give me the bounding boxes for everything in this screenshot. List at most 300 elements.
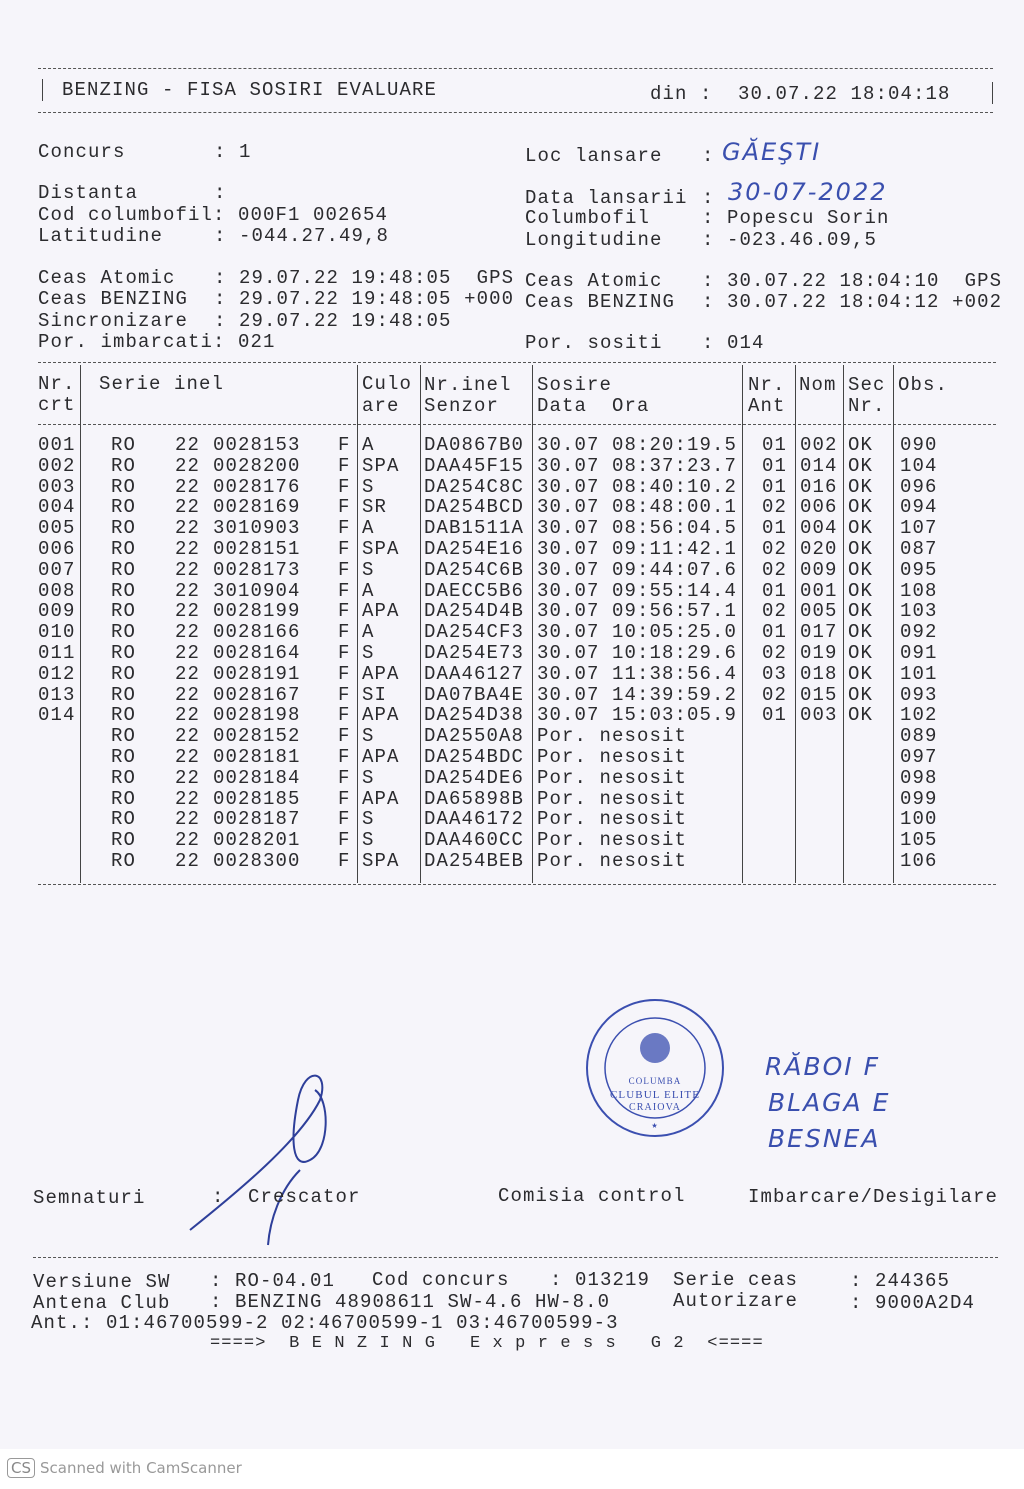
long-label: Longitudine xyxy=(525,229,663,251)
cell-sex: F xyxy=(338,558,351,581)
cell-nom: 005 xyxy=(800,600,838,623)
cell-sex: F xyxy=(338,746,351,768)
cell-obs: 108 xyxy=(900,579,938,602)
table-row xyxy=(0,581,1024,602)
cell-nom: 020 xyxy=(800,538,838,560)
cell-sensor: DA254BEB xyxy=(424,850,525,872)
cell-ring-number: 0028199 xyxy=(213,600,301,623)
cell-ring-number: 0028300 xyxy=(213,850,301,872)
cell-color: APA xyxy=(362,787,400,810)
date-value: 30.07.22 18:04:18 xyxy=(738,83,951,105)
cell-color: A xyxy=(362,621,375,644)
cell-year: 22 xyxy=(175,725,201,748)
cell-obs: 097 xyxy=(900,746,938,768)
serie-ceas-value: : 244365 xyxy=(850,1270,951,1292)
cell-color: S xyxy=(362,475,375,498)
cell-sec: OK xyxy=(848,662,874,685)
cell-antenna: 01 xyxy=(762,621,788,644)
cell-obs: 107 xyxy=(900,517,938,540)
cell-year: 22 xyxy=(175,808,201,831)
ceas-atomic-value-2: : 30.07.22 18:04:10 GPS xyxy=(702,270,1003,292)
cell-sec: OK xyxy=(848,621,874,644)
table-row xyxy=(0,477,1024,498)
cell-ring-number: 0028184 xyxy=(213,766,301,789)
lat-label: Latitudine xyxy=(38,225,164,247)
cell-nom: 001 xyxy=(800,579,838,602)
cell-color: APA xyxy=(362,746,400,768)
cell-obs: 093 xyxy=(900,683,938,706)
cell-color: S xyxy=(362,766,375,789)
serie-ceas-label: Serie ceas xyxy=(673,1269,799,1291)
cell-ring-number: 0028167 xyxy=(213,683,301,706)
col-nr: Nr. xyxy=(38,373,76,395)
cell-row-number: 008 xyxy=(38,579,76,602)
crescator-label: Crescator xyxy=(248,1186,361,1208)
col-obs: Obs. xyxy=(898,374,949,396)
cell-year: 22 xyxy=(175,454,201,477)
cell-sex: F xyxy=(338,766,351,789)
cell-nom: 017 xyxy=(800,621,838,644)
cell-ring-number: 0028164 xyxy=(213,642,301,664)
cell-year: 22 xyxy=(175,766,201,789)
cell-sensor: DAA46127 xyxy=(424,662,525,685)
ceas-atomic-label-2: Ceas Atomic xyxy=(525,270,663,292)
cell-arrival: 30.07 08:37:23.7 xyxy=(537,454,738,477)
cell-obs: 087 xyxy=(900,538,938,560)
col-nom: Nom xyxy=(799,374,837,396)
cell-sex: F xyxy=(338,434,351,456)
cell-sensor: DAECC5B6 xyxy=(424,579,525,602)
gps-2: GPS xyxy=(964,270,1003,292)
cell-ring-number: 0028173 xyxy=(213,558,301,581)
cell-sec: OK xyxy=(848,642,874,664)
cell-sensor: DA0867B0 xyxy=(424,434,525,456)
date-label: din : xyxy=(650,83,713,105)
cell-obs: 106 xyxy=(900,850,938,872)
gps-1: GPS xyxy=(476,267,515,289)
offset-1: +000 xyxy=(464,288,515,310)
stamp-text: CRAIOVA xyxy=(629,1102,681,1113)
table-row xyxy=(0,435,1024,456)
antenna-list: Ant.: 01:46700599-2 02:46700599-1 03:46700599-3 xyxy=(31,1312,619,1334)
cell-arrival: 30.07 10:18:29.6 xyxy=(537,642,738,664)
signature-name: BLAGA E xyxy=(768,1088,891,1117)
cell-year: 22 xyxy=(175,642,201,664)
cell-country: RO xyxy=(111,579,137,602)
cell-year: 22 xyxy=(175,600,201,623)
table-row xyxy=(0,643,1024,664)
cell-sex: F xyxy=(338,683,351,706)
columbofil-value: : Popescu Sorin xyxy=(702,207,890,229)
cell-color: A xyxy=(362,434,375,456)
cell-obs: 099 xyxy=(900,787,938,810)
cell-nom: 016 xyxy=(800,475,838,498)
comisia-label: Comisia control xyxy=(498,1185,686,1207)
cell-antenna: 02 xyxy=(762,600,788,623)
cell-color: SR xyxy=(362,496,388,519)
camscanner-bar xyxy=(0,1449,1024,1489)
cell-color: SPA xyxy=(362,538,400,560)
cell-sec: OK xyxy=(848,454,874,477)
cell-row-number: 006 xyxy=(38,538,76,560)
cell-nom: 014 xyxy=(800,454,838,477)
cell-sensor: DAB1511A xyxy=(424,517,525,540)
cell-nom: 002 xyxy=(800,434,838,456)
cell-sensor: DA254CF3 xyxy=(424,621,525,644)
cod-concurs: 013219 xyxy=(575,1269,651,1291)
cell-sensor: DA65898B xyxy=(424,787,525,810)
imbarcare-label: Imbarcare/Desigilare xyxy=(748,1186,999,1208)
versiune-value: : RO-04.01 xyxy=(210,1270,336,1292)
table-row xyxy=(0,768,1024,789)
col-are: are xyxy=(362,395,400,417)
ceas-benzing-value: : 29.07.22 19:48:05 +000 xyxy=(214,288,515,310)
cell-arrival: 30.07 10:05:25.0 xyxy=(537,621,738,644)
cell-antenna: 01 xyxy=(762,579,788,602)
cell-country: RO xyxy=(111,621,137,644)
cell-antenna: 02 xyxy=(762,496,788,519)
cell-sec: OK xyxy=(848,558,874,581)
ceas-benzing-label-2: Ceas BENZING xyxy=(525,291,676,313)
sincro-label: Sincronizare xyxy=(38,310,189,332)
cell-obs: 092 xyxy=(900,621,938,644)
antena: BENZING 48908611 SW-4.6 HW-8.0 xyxy=(235,1291,611,1313)
columbofil-label: Columbofil xyxy=(525,207,651,229)
cell-obs: 101 xyxy=(900,662,938,685)
cell-sensor: DAA45F15 xyxy=(424,454,525,477)
ceas-atomic-1: 29.07.22 19:48:05 xyxy=(239,267,452,289)
divider xyxy=(38,424,996,425)
cell-arrival: 30.07 14:39:59.2 xyxy=(537,683,738,706)
cell-country: RO xyxy=(111,787,137,810)
cell-color: S xyxy=(362,642,375,664)
antena-value: : BENZING 48908611 SW-4.6 HW-8.0 xyxy=(210,1291,611,1313)
cell-obs: 098 xyxy=(900,766,938,789)
table-row xyxy=(0,726,1024,747)
cell-arrival: Por. nesosit xyxy=(537,787,688,810)
cell-sex: F xyxy=(338,850,351,872)
cell-ring-number: 0028166 xyxy=(213,621,301,644)
cell-sensor: DAA46172 xyxy=(424,808,525,831)
cell-row-number: 001 xyxy=(38,434,76,456)
cell-arrival: 30.07 08:40:10.2 xyxy=(537,475,738,498)
cell-color: SPA xyxy=(362,454,400,477)
col-sec: Sec xyxy=(848,374,886,396)
versiune-label: Versiune SW xyxy=(33,1271,171,1293)
cell-color: SPA xyxy=(362,850,400,872)
cell-obs: 100 xyxy=(900,808,938,831)
cell-sex: F xyxy=(338,496,351,519)
cell-year: 22 xyxy=(175,558,201,581)
table-row xyxy=(0,497,1024,518)
cell-antenna: 02 xyxy=(762,538,788,560)
cell-antenna: 01 xyxy=(762,475,788,498)
cell-obs: 105 xyxy=(900,829,938,852)
cell-arrival: 30.07 09:44:07.6 xyxy=(537,558,738,581)
cell-sensor: DA254E73 xyxy=(424,642,525,664)
cell-nom: 018 xyxy=(800,662,838,685)
col-serie: Serie inel xyxy=(99,373,225,395)
sositi-label: Por. sositi xyxy=(525,332,663,354)
cell-color: A xyxy=(362,517,375,540)
cell-sec: OK xyxy=(848,600,874,623)
loc-label: Loc lansare xyxy=(525,145,663,167)
colon: : xyxy=(702,145,715,167)
cell-antenna: 02 xyxy=(762,642,788,664)
cell-nom: 015 xyxy=(800,683,838,706)
cell-sensor: DA2550A8 xyxy=(424,725,525,748)
col-nr-ant: Nr. xyxy=(748,374,786,396)
cell-sex: F xyxy=(338,517,351,540)
cell-year: 22 xyxy=(175,683,201,706)
colon: : xyxy=(212,1186,225,1208)
cell-row-number: 003 xyxy=(38,475,76,498)
cell-row-number: 013 xyxy=(38,683,76,706)
cell-color: S xyxy=(362,558,375,581)
cell-sec: OK xyxy=(848,475,874,498)
divider xyxy=(992,82,993,104)
cell-nom: 003 xyxy=(800,704,838,727)
longitude: -023.46.09,5 xyxy=(727,229,878,251)
cell-ring-number: 0028169 xyxy=(213,496,301,519)
loc-handwritten: GĂEŞTI xyxy=(722,138,822,166)
col-ant: Ant xyxy=(748,395,786,417)
cell-arrival: Por. nesosit xyxy=(537,829,688,852)
cell-country: RO xyxy=(111,746,137,768)
table-row xyxy=(0,539,1024,560)
table-row xyxy=(0,705,1024,726)
cell-year: 22 xyxy=(175,787,201,810)
cell-year: 22 xyxy=(175,621,201,644)
cell-sec: OK xyxy=(848,704,874,727)
cell-sensor: DA254C6B xyxy=(424,558,525,581)
cell-arrival: Por. nesosit xyxy=(537,746,688,768)
cell-sec: OK xyxy=(848,517,874,540)
cell-arrival: 30.07 08:56:04.5 xyxy=(537,517,738,540)
cell-sex: F xyxy=(338,642,351,664)
col-culo: Culo xyxy=(362,373,413,395)
cell-row-number: 012 xyxy=(38,662,76,685)
autorizare: 9000A2D4 xyxy=(875,1292,976,1314)
cell-country: RO xyxy=(111,642,137,664)
ceas-benzing-1: 29.07.22 19:48:05 xyxy=(239,288,452,310)
cell-antenna: 01 xyxy=(762,454,788,477)
col-sosire: Sosire xyxy=(537,374,613,396)
lat-value: : -044.27.49,8 xyxy=(214,225,390,247)
cell-row-number: 004 xyxy=(38,496,76,519)
cell-obs: 091 xyxy=(900,642,938,664)
cell-sex: F xyxy=(338,808,351,831)
divider xyxy=(38,68,993,69)
divider xyxy=(38,112,993,113)
ceas-benzing-label: Ceas BENZING xyxy=(38,288,189,310)
cell-ring-number: 0028187 xyxy=(213,808,301,831)
concurs-number: 1 xyxy=(239,141,252,163)
cell-color: APA xyxy=(362,662,400,685)
cell-sex: F xyxy=(338,475,351,498)
col-sec-nr: Nr. xyxy=(848,395,886,417)
cell-row-number: 009 xyxy=(38,600,76,623)
cell-country: RO xyxy=(111,475,137,498)
cell-sensor: DA254C8C xyxy=(424,475,525,498)
signature-name: RĂBOI F xyxy=(765,1052,881,1081)
cell-antenna: 02 xyxy=(762,683,788,706)
table-row xyxy=(0,622,1024,643)
cell-year: 22 xyxy=(175,746,201,768)
cod-value: 000F1 002654 xyxy=(238,204,389,226)
cell-sensor: DA254BCD xyxy=(424,496,525,519)
cell-ring-number: 0028191 xyxy=(213,662,301,685)
cell-ring-number: 0028185 xyxy=(213,787,301,810)
cod-concurs-value: : 013219 xyxy=(550,1269,651,1291)
cell-sec: OK xyxy=(848,683,874,706)
cell-sensor: DA254E16 xyxy=(424,538,525,560)
cell-ring-number: 0028200 xyxy=(213,454,301,477)
cell-sensor: DAA460CC xyxy=(424,829,525,852)
cod-label: Cod columbofil: xyxy=(38,204,226,226)
table-row xyxy=(0,456,1024,477)
cell-year: 22 xyxy=(175,517,201,540)
cell-ring-number: 0028153 xyxy=(213,434,301,456)
cell-arrival: 30.07 09:11:42.1 xyxy=(537,538,738,560)
table-row xyxy=(0,518,1024,539)
cell-sex: F xyxy=(338,662,351,685)
cell-arrival: Por. nesosit xyxy=(537,808,688,831)
cell-year: 22 xyxy=(175,579,201,602)
table-row xyxy=(0,830,1024,851)
latitude: -044.27.49,8 xyxy=(239,225,390,247)
cell-country: RO xyxy=(111,766,137,789)
versiune: RO-04.01 xyxy=(235,1270,336,1292)
cell-sensor: DA254D38 xyxy=(424,704,525,727)
cell-antenna: 03 xyxy=(762,662,788,685)
cell-ring-number: 3010904 xyxy=(213,579,301,602)
cell-country: RO xyxy=(111,683,137,706)
cell-country: RO xyxy=(111,517,137,540)
cell-sec: OK xyxy=(848,434,874,456)
cell-color: SI xyxy=(362,683,388,706)
cell-country: RO xyxy=(111,558,137,581)
sincro-value: : 29.07.22 19:48:05 xyxy=(214,310,452,332)
cell-sec: OK xyxy=(848,538,874,560)
cell-arrival: 30.07 15:03:05.9 xyxy=(537,704,738,727)
cell-obs: 103 xyxy=(900,600,938,623)
camscanner-text: Scanned with CamScanner xyxy=(40,1459,242,1477)
divider xyxy=(33,1257,998,1258)
cell-sensor: DA07BA4E xyxy=(424,683,525,706)
cell-row-number: 005 xyxy=(38,517,76,540)
cell-sex: F xyxy=(338,787,351,810)
club-stamp xyxy=(580,996,730,1141)
cell-sex: F xyxy=(338,454,351,477)
concurs-label: Concurs xyxy=(38,141,126,163)
table-row xyxy=(0,685,1024,706)
cell-antenna: 01 xyxy=(762,517,788,540)
benzing-brand: ====> B E N Z I N G E x p r e s s G 2 <==== xyxy=(210,1334,764,1353)
svg-text:★: ★ xyxy=(651,1121,659,1132)
cell-country: RO xyxy=(111,704,137,727)
cell-obs: 095 xyxy=(900,558,938,581)
cell-nom: 019 xyxy=(800,642,838,664)
columbofil-name: Popescu Sorin xyxy=(727,207,890,229)
cell-year: 22 xyxy=(175,434,201,456)
stamp-text: CLUBUL ELITE xyxy=(609,1089,701,1101)
cell-row-number: 010 xyxy=(38,621,76,644)
cell-sex: F xyxy=(338,725,351,748)
cell-obs: 094 xyxy=(900,496,938,519)
concurs-value: : 1 xyxy=(214,141,252,163)
cod-concurs-label: Cod concurs xyxy=(372,1269,510,1291)
cell-year: 22 xyxy=(175,850,201,872)
cell-color: APA xyxy=(362,704,400,727)
cell-arrival: Por. nesosit xyxy=(537,766,688,789)
long-value: : -023.46.09,5 xyxy=(702,229,878,251)
cell-sec: OK xyxy=(848,496,874,519)
cell-antenna: 01 xyxy=(762,704,788,727)
cell-year: 22 xyxy=(175,662,201,685)
cell-arrival: 30.07 08:48:00.1 xyxy=(537,496,738,519)
distanta-label: Distanta xyxy=(38,182,139,204)
cell-obs: 096 xyxy=(900,475,938,498)
data-handwritten: 30-07-2022 xyxy=(728,178,888,206)
cell-sex: F xyxy=(338,829,351,852)
cell-antenna: 01 xyxy=(762,434,788,456)
cell-arrival: 30.07 08:20:19.5 xyxy=(537,434,738,456)
cell-country: RO xyxy=(111,829,137,852)
stamp-text: COLUMBA xyxy=(628,1076,682,1086)
semnaturi-label: Semnaturi xyxy=(33,1187,146,1209)
cell-ring-number: 0028198 xyxy=(213,704,301,727)
cell-sensor: DA254D4B xyxy=(424,600,525,623)
cell-country: RO xyxy=(111,808,137,831)
cell-color: A xyxy=(362,579,375,602)
cell-sex: F xyxy=(338,538,351,560)
ceas-benzing-value-2: : 30.07.22 18:04:12 +002 xyxy=(702,291,1003,313)
col-nrinel: Nr.inel xyxy=(424,374,512,396)
cell-color: S xyxy=(362,829,375,852)
cell-color: APA xyxy=(362,600,400,623)
cell-year: 22 xyxy=(175,538,201,560)
table-row xyxy=(0,789,1024,810)
cell-obs: 104 xyxy=(900,454,938,477)
cell-country: RO xyxy=(111,662,137,685)
signature-crescator xyxy=(180,1060,380,1250)
cell-row-number: 011 xyxy=(38,642,76,664)
cell-arrival: 30.07 11:38:56.4 xyxy=(537,662,738,685)
cell-nom: 009 xyxy=(800,558,838,581)
distanta-value: : xyxy=(214,182,240,204)
ceas-atomic-value: : 29.07.22 19:48:05 GPS xyxy=(214,267,515,289)
cell-ring-number: 0028151 xyxy=(213,538,301,560)
table-row xyxy=(0,560,1024,581)
cell-color: S xyxy=(362,725,375,748)
cell-arrival: Por. nesosit xyxy=(537,850,688,872)
cell-sex: F xyxy=(338,704,351,727)
cell-obs: 090 xyxy=(900,434,938,456)
cell-ring-number: 0028181 xyxy=(213,746,301,768)
sositi-value: : 014 xyxy=(702,332,765,354)
cell-arrival: Por. nesosit xyxy=(537,725,688,748)
ceas-benzing-2: 30.07.22 18:04:12 xyxy=(727,291,940,313)
sincro-time: 29.07.22 19:48:05 xyxy=(239,310,452,332)
data-label: Data lansarii xyxy=(525,187,688,209)
cell-row-number: 014 xyxy=(38,704,76,727)
divider xyxy=(38,362,996,363)
cell-country: RO xyxy=(111,600,137,623)
table-row xyxy=(0,664,1024,685)
cell-ring-number: 3010903 xyxy=(213,517,301,540)
cell-sec: OK xyxy=(848,579,874,602)
